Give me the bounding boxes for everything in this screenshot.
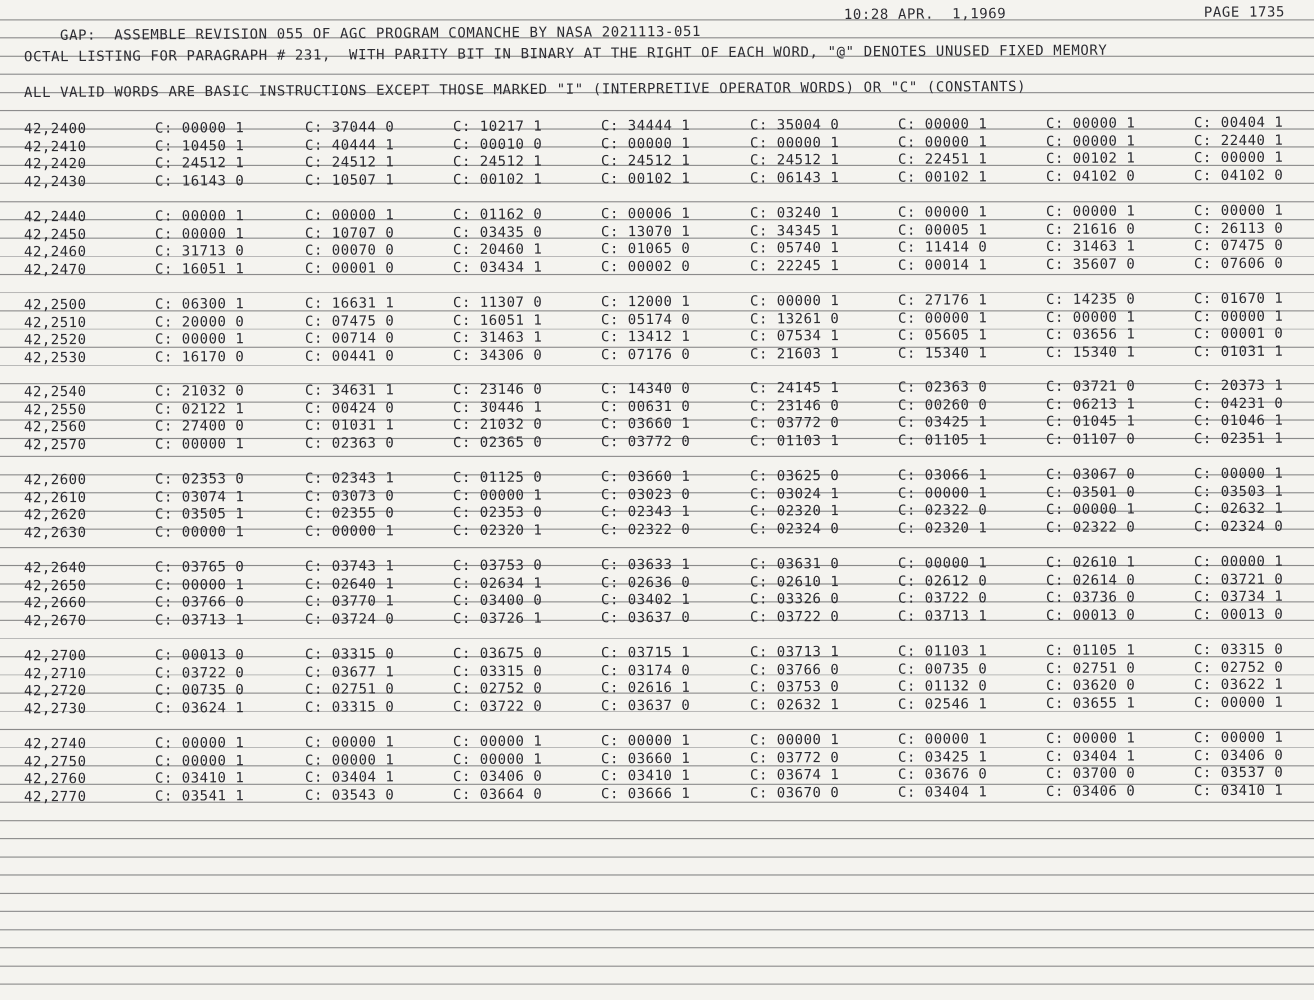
word-cell: C: 00000 1 [452,751,543,768]
word-cell: C: 03631 0 [749,556,840,573]
word-cell: C: 02324 0 [749,520,840,538]
word-cell: C: 01107 0 [1045,431,1136,448]
word-cell: C: 00000 1 [1045,730,1136,747]
address-cell: 42,2510 [23,314,87,331]
word-cell: C: 02640 1 [304,575,395,593]
word-cell: C: 03541 1 [154,787,245,805]
word-cell: C: 03404 1 [1045,748,1136,765]
word-cell: C: 03726 1 [452,610,543,627]
word-cell: C: 00010 0 [452,136,543,153]
word-cell: C: 00631 0 [600,398,691,415]
word-cell: C: 21616 0 [1045,221,1136,238]
word-cell: C: 03743 1 [304,558,395,575]
word-cell: C: 15340 1 [1045,344,1136,361]
word-cell: C: 34345 1 [749,222,840,240]
word-cell: C: 03772 0 [749,415,840,432]
word-cell: C: 00013 0 [1193,606,1284,623]
word-cell: C: 00000 1 [1045,501,1136,519]
address-cell: 42,2570 [23,436,87,454]
address-cell: 42,2640 [23,559,87,577]
word-cell: C: 06213 1 [1045,396,1136,413]
word-cell: C: 10707 0 [304,224,395,242]
word-cell: C: 16051 1 [154,260,245,278]
word-cell: C: 02355 0 [304,505,395,523]
word-cell: C: 00001 0 [304,260,395,277]
word-cell: C: 01162 0 [452,206,543,224]
word-cell: C: 02122 1 [154,400,245,418]
word-cell: C: 02322 0 [600,521,691,539]
word-cell: C: 00000 1 [749,293,840,310]
word-cell: C: 02752 0 [452,680,543,698]
word-cell: C: 02322 0 [1045,519,1136,536]
word-cell: C: 02322 0 [897,502,988,519]
address-cell: 42,2400 [23,120,87,138]
word-cell: C: 14340 0 [600,380,691,398]
word-cell: C: 03315 0 [452,663,543,680]
word-cell: C: 02546 1 [897,696,988,713]
word-cell: C: 26113 0 [1193,220,1284,237]
word-cell: C: 02751 0 [1045,660,1136,677]
word-cell: C: 03753 0 [749,679,840,696]
word-cell: C: 02365 0 [452,434,543,451]
word-cell: C: 03326 0 [749,591,840,608]
word-cell: C: 22451 1 [897,151,988,168]
word-cell: C: 16631 1 [304,295,395,312]
word-cell: C: 03066 1 [897,467,988,484]
word-cell: C: 02632 1 [1193,500,1284,518]
word-cell: C: 03620 0 [1045,677,1136,695]
address-cell: 42,2500 [23,296,87,314]
word-cell: C: 03406 0 [1045,783,1136,800]
word-cell: C: 00000 1 [897,309,988,327]
word-cell: C: 00714 0 [304,330,395,348]
word-cell: C: 00000 1 [154,225,245,243]
word-cell: C: 03023 0 [600,486,691,503]
address-cell: 42,2460 [23,244,87,261]
word-cell: C: 03404 1 [897,784,988,801]
word-cell: C: 00000 1 [154,576,245,594]
address-cell: 42,2770 [23,788,87,806]
word-cell: C: 01132 0 [897,678,988,695]
word-cell: C: 03624 1 [154,699,245,717]
word-cell: C: 21032 0 [452,416,543,434]
address-cell: 42,2740 [23,735,87,753]
word-cell: C: 03406 0 [1193,747,1284,764]
word-cell: C: 03753 0 [452,557,543,575]
word-cell: C: 03501 0 [1045,484,1136,501]
word-cell: C: 23146 0 [452,381,543,399]
word-cell: C: 31713 0 [154,243,245,260]
word-cell: C: 24512 1 [749,152,840,169]
word-cell: C: 00000 1 [304,751,395,769]
word-cell: C: 02343 1 [600,504,691,521]
address-cell: 42,2520 [23,332,87,349]
address-cell: 42,2540 [23,383,87,401]
word-cell: C: 03721 0 [1045,378,1136,395]
word-cell: C: 24512 1 [304,154,395,172]
word-cell: C: 00000 1 [154,331,245,348]
word-cell: C: 03637 0 [600,609,691,627]
word-cell: C: 27400 0 [154,418,245,435]
word-cell: C: 20460 1 [452,241,543,259]
word-cell: C: 00000 1 [304,523,395,540]
word-cell: C: 03656 1 [1045,326,1136,344]
word-cell: C: 03622 1 [1193,676,1284,694]
word-cell: C: 02353 0 [154,471,245,488]
address-cell: 42,2410 [23,138,87,155]
word-cell: C: 00000 1 [154,735,245,752]
word-cell: C: 00000 1 [600,135,691,152]
word-cell: C: 00000 1 [452,487,543,504]
word-cell: C: 00000 1 [1193,465,1284,483]
word-cell: C: 00000 1 [897,116,988,133]
word-cell: C: 03715 1 [600,644,691,662]
word-cell: C: 06300 1 [154,296,245,313]
address-cell: 42,2670 [23,612,87,630]
word-cell: C: 03543 0 [304,787,395,804]
word-cell: C: 24512 1 [154,155,245,172]
word-cell: C: 03766 0 [154,594,245,611]
word-cell: C: 11414 0 [897,239,988,256]
word-cell: C: 03713 1 [154,611,245,629]
word-cell: C: 03770 1 [304,593,395,611]
word-cell: C: 07475 0 [304,312,395,330]
word-cell: C: 00424 0 [304,399,395,417]
word-cell: C: 03633 1 [600,556,691,574]
word-cell: C: 00102 1 [600,170,691,188]
word-cell: C: 00404 1 [1193,114,1284,132]
word-cell: C: 04231 0 [1193,395,1284,412]
address-cell: 42,2560 [23,419,87,436]
word-cell: C: 00000 1 [452,733,543,751]
word-cell: C: 03675 0 [452,645,543,663]
word-cell: C: 03722 0 [154,664,245,682]
word-cell: C: 00000 1 [154,120,245,137]
address-cell: 42,2750 [23,753,87,770]
word-cell: C: 00013 0 [1045,607,1136,624]
word-cell: C: 34444 1 [600,117,691,135]
word-cell: C: 03435 0 [452,224,543,241]
word-cell: C: 21603 1 [749,345,840,363]
word-cell: C: 03721 0 [1193,571,1284,588]
word-cell: C: 03655 1 [1045,695,1136,712]
word-cell: C: 02610 1 [1045,554,1136,571]
word-cell: C: 02752 0 [1193,659,1284,676]
word-cell: C: 02751 0 [304,681,395,699]
word-cell: C: 01031 1 [1193,343,1284,360]
word-cell: C: 00000 1 [600,732,691,750]
word-cell: C: 05740 1 [749,240,840,257]
word-cell: C: 00001 0 [1193,325,1284,343]
word-cell: C: 03660 1 [600,416,691,433]
word-cell: C: 00102 1 [897,169,988,186]
word-cell: C: 02363 0 [897,379,988,396]
word-cell: C: 04102 0 [1193,167,1284,184]
header-timestamp: 10:28 APR. 1,1969 [843,6,1007,24]
word-cell: C: 02343 1 [304,470,395,487]
word-cell: C: 01045 1 [1045,413,1136,431]
word-cell: C: 03766 0 [749,661,840,679]
word-cell: C: 03073 0 [304,487,395,505]
word-cell: C: 07534 1 [749,328,840,345]
word-cell: C: 01046 1 [1193,412,1284,430]
word-cell: C: 02634 1 [452,575,543,592]
word-cell: C: 03713 1 [897,608,988,625]
word-cell: C: 03240 1 [749,205,840,222]
word-cell: C: 01105 1 [897,432,988,449]
word-cell: C: 03670 0 [749,784,840,802]
word-cell: C: 00000 1 [154,435,245,453]
word-cell: C: 00014 1 [897,257,988,274]
word-cell: C: 03664 0 [452,786,543,803]
word-cell: C: 02616 1 [600,680,691,697]
word-cell: C: 07475 0 [1193,237,1284,255]
word-cell: C: 03736 0 [1045,589,1136,607]
word-cell: C: 02636 0 [600,574,691,591]
word-cell: C: 03503 1 [1193,483,1284,500]
word-cell: C: 14235 0 [1045,291,1136,308]
word-cell: C: 00000 1 [1193,202,1284,220]
word-cell: C: 03425 1 [897,414,988,431]
word-cell: C: 22245 1 [749,257,840,275]
word-cell: C: 00000 1 [1045,115,1136,132]
word-cell: C: 03074 1 [154,488,245,506]
word-cell: C: 02363 0 [304,435,395,452]
word-cell: C: 02610 1 [749,573,840,591]
word-cell: C: 24512 1 [452,153,543,171]
word-cell: C: 22440 1 [1193,132,1284,149]
word-cell: C: 13261 0 [749,310,840,328]
word-cell: C: 03724 0 [304,611,395,628]
word-cell: C: 03400 0 [452,592,543,610]
address-cell: 42,2760 [23,771,87,788]
word-cell: C: 03410 1 [1193,782,1284,799]
word-cell: C: 00000 1 [1193,553,1284,571]
word-cell: C: 01065 0 [600,241,691,258]
word-cell: C: 03660 1 [600,468,691,486]
word-cell: C: 34306 0 [452,347,543,364]
word-cell: C: 20000 0 [154,313,245,331]
word-cell: C: 05174 0 [600,311,691,328]
word-cell: C: 00002 0 [600,258,691,276]
word-cell: C: 03067 0 [1045,466,1136,483]
word-cell: C: 02612 0 [897,572,988,590]
address-cell: 42,2430 [23,173,87,191]
word-cell: C: 00000 1 [897,731,988,748]
word-cell: C: 03734 1 [1193,588,1284,606]
word-cell: C: 03637 0 [600,697,691,715]
word-cell: C: 23146 0 [749,397,840,415]
word-cell: C: 03406 0 [452,768,543,786]
word-cell: C: 16170 0 [154,348,245,366]
word-cell: C: 00000 1 [1045,309,1136,326]
address-cell: 42,2630 [23,524,87,542]
address-cell: 42,2600 [23,471,87,489]
word-cell: C: 10507 1 [304,172,395,189]
word-cell: C: 03410 1 [600,768,691,785]
word-cell: C: 12000 1 [600,293,691,311]
word-cell: C: 00000 1 [749,732,840,749]
word-cell: C: 02353 0 [452,504,543,522]
address-cell: 42,2450 [23,226,87,243]
word-cell: C: 02320 1 [452,522,543,539]
address-cell: 42,2610 [23,489,87,506]
word-cell: C: 03722 0 [452,698,543,715]
word-cell: C: 03772 0 [749,749,840,767]
word-cell: C: 05605 1 [897,327,988,344]
word-cell: C: 16143 0 [154,172,245,190]
word-cell: C: 03315 0 [304,699,395,716]
word-cell: C: 00102 1 [452,171,543,188]
word-cell: C: 24512 1 [600,153,691,170]
word-cell: C: 01125 0 [452,469,543,487]
word-cell: C: 00735 0 [897,660,988,678]
word-cell: C: 00000 1 [304,207,395,224]
word-cell: C: 00000 1 [1045,133,1136,150]
word-cell: C: 34631 1 [304,382,395,399]
word-cell: C: 00000 1 [1045,203,1136,220]
word-cell: C: 03660 1 [600,750,691,767]
word-cell: C: 00000 1 [897,204,988,221]
word-cell: C: 00000 1 [897,484,988,502]
word-cell: C: 06143 1 [749,169,840,187]
word-cell: C: 31463 1 [1045,238,1136,256]
word-cell: C: 40444 1 [304,136,395,154]
word-cell: C: 00005 1 [897,221,988,239]
word-cell: C: 21032 0 [154,383,245,400]
word-cell: C: 07176 0 [600,346,691,364]
word-cell: C: 03410 1 [154,770,245,787]
word-cell: C: 03402 1 [600,592,691,609]
word-cell: C: 00000 1 [154,752,245,770]
word-cell: C: 04102 0 [1045,168,1136,185]
word-cell: C: 01103 1 [897,643,988,660]
address-cell: 42,2620 [23,507,87,524]
word-cell: C: 01105 1 [1045,642,1136,659]
word-cell: C: 03722 0 [749,608,840,626]
word-cell: C: 03713 1 [749,644,840,661]
word-cell: C: 01103 1 [749,432,840,450]
word-cell: C: 00000 1 [1193,694,1284,711]
word-cell: C: 27176 1 [897,292,988,309]
address-cell: 42,2650 [23,577,87,594]
word-cell: C: 10217 1 [452,118,543,136]
word-cell: C: 13070 1 [600,223,691,240]
word-cell: C: 02351 1 [1193,430,1284,447]
word-cell: C: 00000 1 [1193,308,1284,325]
word-cell: C: 01670 1 [1193,290,1284,308]
word-cell: C: 02320 1 [897,520,988,537]
word-cell: C: 02324 0 [1193,518,1284,535]
word-cell: C: 03315 0 [304,646,395,663]
address-cell: 42,2720 [23,683,87,700]
word-cell: C: 03404 1 [304,769,395,787]
word-cell: C: 16051 1 [452,312,543,329]
word-cell: C: 03537 0 [1193,764,1284,782]
word-cell: C: 00000 1 [304,734,395,751]
word-cell: C: 03722 0 [897,590,988,607]
word-cell: C: 02632 1 [749,696,840,714]
address-cell: 42,2550 [23,401,87,418]
word-cell: C: 00013 0 [154,647,245,664]
word-cell: C: 10450 1 [154,137,245,155]
address-cell: 42,2440 [23,208,87,226]
word-cell: C: 00000 1 [749,134,840,152]
address-cell: 42,2710 [23,665,87,682]
word-cell: C: 35004 0 [749,117,840,134]
word-cell: C: 00000 1 [1193,729,1284,747]
word-cell: C: 03765 0 [154,559,245,576]
word-cell: C: 00070 0 [304,242,395,260]
word-cell: C: 03700 0 [1045,765,1136,783]
page-number: PAGE 1735 [1203,4,1286,21]
address-cell: 42,2660 [23,595,87,612]
word-cell: C: 03677 1 [304,663,395,681]
word-cell: C: 03505 1 [154,506,245,523]
word-cell: C: 03434 1 [452,259,543,276]
word-cell: C: 03666 1 [600,785,691,803]
word-cell: C: 03315 0 [1193,641,1284,659]
word-cell: C: 00102 1 [1045,150,1136,168]
word-cell: C: 03625 0 [749,468,840,485]
word-cell: C: 00000 1 [897,555,988,572]
word-cell: C: 03772 0 [600,433,691,451]
word-cell: C: 01031 1 [304,417,395,435]
address-cell: 42,2530 [23,349,87,367]
word-cell: C: 03024 1 [749,485,840,503]
word-cell: C: 00000 1 [154,523,245,541]
word-cell: C: 03676 0 [897,766,988,783]
word-cell: C: 15340 1 [897,345,988,362]
address-cell: 42,2700 [23,647,87,665]
word-cell: C: 00000 1 [154,208,245,225]
word-cell: C: 00000 1 [1193,149,1284,167]
word-cell: C: 24145 1 [749,380,840,397]
address-cell: 42,2470 [23,261,87,279]
word-cell: C: 00000 1 [897,133,988,151]
word-cell: C: 00735 0 [154,682,245,699]
header-title: GAP: ASSEMBLE REVISION 055 OF AGC PROGRAM COMANCHE BY NASA 2021113-051 [59,23,702,44]
word-cell: C: 20373 1 [1193,377,1284,395]
word-cell: C: 03425 1 [897,748,988,766]
word-cell: C: 00441 0 [304,348,395,365]
word-cell: C: 31463 1 [452,329,543,347]
word-cell: C: 13412 1 [600,329,691,346]
word-cell: C: 11307 0 [452,294,543,312]
word-cell: C: 30446 1 [452,399,543,416]
header-line-3: ALL VALID WORDS ARE BASIC INSTRUCTIONS EXCEPT THOSE MARKED "I" (INTERPRETIVE OPERATOR WORDS) OR "C" (CONSTANTS) [23,78,1027,102]
word-cell: C: 07606 0 [1193,255,1284,272]
word-cell: C: 03674 1 [749,767,840,784]
word-cell: C: 00006 1 [600,205,691,223]
word-cell: C: 03174 0 [600,662,691,679]
word-cell: C: 37044 0 [304,119,395,136]
word-cell: C: 02614 0 [1045,572,1136,589]
address-cell: 42,2730 [23,700,87,718]
word-cell: C: 35607 0 [1045,256,1136,273]
header-line-2: OCTAL LISTING FOR PARAGRAPH # 231, WITH PARITY BIT IN BINARY AT THE RIGHT OF EACH WORD, "@" DENOTES UNUSED FIXED MEMORY [23,42,1108,66]
address-cell: 42,2420 [23,156,87,173]
word-cell: C: 00260 0 [897,396,988,414]
word-cell: C: 02320 1 [749,503,840,520]
